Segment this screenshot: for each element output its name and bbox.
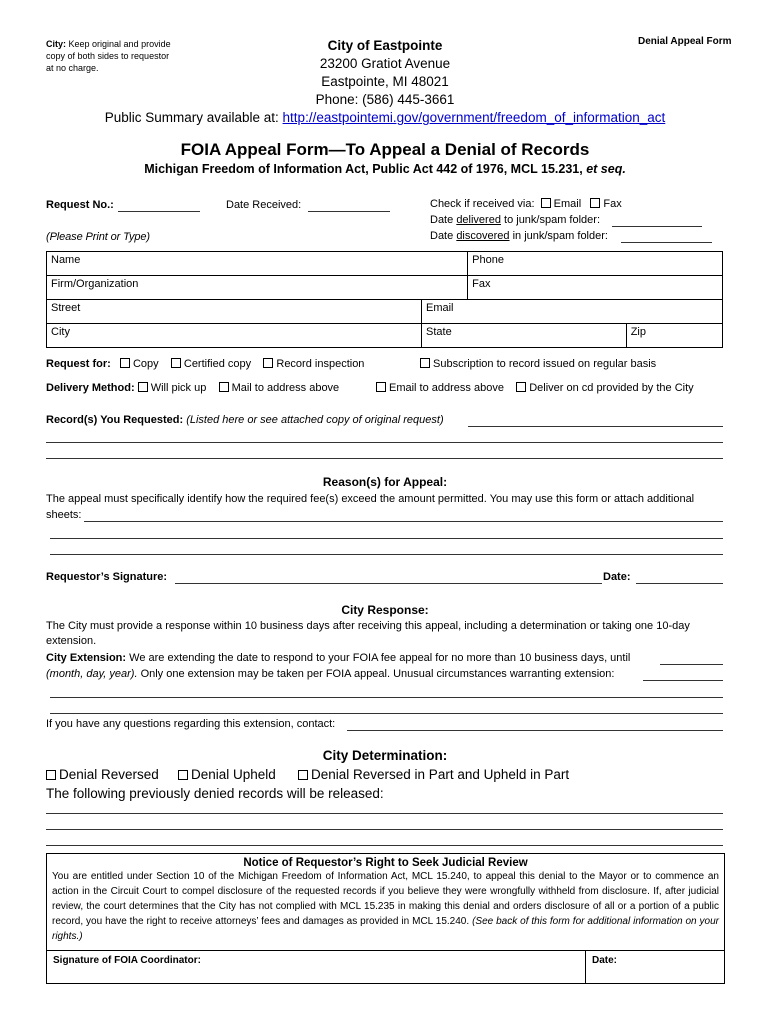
notice-heading: Notice of Requestor’s Right to Seek Judicial Review <box>243 857 528 869</box>
extension-label: City Extension: <box>46 652 127 664</box>
coordinator-date-label[interactable]: Date: <box>592 955 618 966</box>
extension-row <box>46 651 630 666</box>
reasons-text: The appeal must specifically identify how the required fee(s) exceed the amount permitted. You may use this form or attach additional <box>46 493 695 505</box>
contact-table <box>46 251 723 348</box>
extension-contact: If you have any questions regarding this extension, contact: <box>46 718 336 730</box>
zip-field[interactable]: Zip <box>626 324 722 348</box>
request-no-label: Request No.: <box>46 199 114 211</box>
reasons-line-1[interactable] <box>84 521 723 522</box>
date-received-label: Date Received: <box>226 199 302 211</box>
check-label: Check if received via: <box>430 198 535 210</box>
subtitle-em: et seq. <box>586 162 626 176</box>
email-checkbox[interactable] <box>541 198 551 208</box>
city-name: City of Eastpointe <box>327 38 443 53</box>
released-line-1[interactable] <box>46 813 723 814</box>
record-inspection-checkbox[interactable] <box>263 358 273 368</box>
summary-line <box>0 109 770 127</box>
extension-text-2: Only one extension may be taken per FOIA appeal. Unusual circumstances warranting extension: <box>140 668 615 680</box>
subscription-option <box>420 357 656 372</box>
pickup-opt: Will pick up <box>150 382 207 394</box>
record-inspection-opt: Record inspection <box>276 358 365 370</box>
certified-copy-checkbox[interactable] <box>171 358 181 368</box>
records-row <box>46 413 444 428</box>
form-tag: Denial Appeal Form <box>638 36 732 47</box>
extension-row-2 <box>46 667 614 682</box>
delivered-post: to junk/spam folder: <box>504 214 601 226</box>
signature-date-label: Date: <box>603 571 631 583</box>
summary-prefix: Public Summary available at: <box>104 110 279 125</box>
page-title: FOIA Appeal Form—To Appeal a Denial of Records <box>180 140 590 159</box>
extension-reason-line-2[interactable] <box>50 697 723 698</box>
firm-field[interactable]: Firm/Organization <box>47 276 468 300</box>
reasons-sheets: sheets: <box>46 509 82 521</box>
released-line-2[interactable] <box>46 829 723 830</box>
email-opt: Email <box>553 198 582 210</box>
email-delivery-checkbox[interactable] <box>376 382 386 392</box>
reasons-line-2[interactable] <box>50 538 723 539</box>
delivered-date-line[interactable] <box>612 226 702 227</box>
partial-opt: Denial Reversed in Part and Upheld in Part <box>311 767 570 782</box>
pickup-checkbox[interactable] <box>138 382 148 392</box>
signature-label: Requestor’s Signature: <box>46 571 168 583</box>
discovered-pre: Date <box>430 230 454 242</box>
request-for-row <box>46 357 364 372</box>
judicial-review-notice <box>46 853 725 984</box>
fax-checkbox[interactable] <box>590 198 600 208</box>
summary-link[interactable]: http://eastpointemi.gov/government/freedom_of_information_act <box>282 110 666 125</box>
city-response-heading: City Response: <box>341 603 429 617</box>
released-text: The following previously denied records will be released: <box>46 786 384 801</box>
cd-opt: Deliver on cd provided by the City <box>529 382 694 394</box>
notice-signature-row <box>47 950 724 983</box>
subscription-checkbox[interactable] <box>420 358 430 368</box>
check-received <box>430 197 622 212</box>
records-line-3[interactable] <box>46 458 723 459</box>
delivery-label: Delivery Method: <box>46 382 135 394</box>
request-for-label: Request for: <box>46 358 111 370</box>
notice-divider <box>585 951 586 983</box>
fax-field[interactable]: Fax <box>468 276 723 300</box>
mail-opt: Mail to address above <box>231 382 340 394</box>
copy-checkbox[interactable] <box>120 358 130 368</box>
city-response-text: The City must provide a response within 10 business days after receiving this appeal, including a determination or taking one 10-day extension. <box>46 620 690 647</box>
subscription-opt: Subscription to record issued on regular basis <box>433 358 657 370</box>
discovered-post: in junk/spam folder: <box>512 230 608 242</box>
determination-option-3 <box>298 767 569 782</box>
determination-heading: City Determination: <box>322 748 448 763</box>
denial-upheld-checkbox[interactable] <box>178 770 188 780</box>
extension-date-note: (month, day, year). <box>46 668 138 680</box>
delivery-row <box>46 381 339 396</box>
state-field[interactable]: State <box>422 324 627 348</box>
extension-date-line[interactable] <box>660 664 723 665</box>
subtitle <box>0 162 770 176</box>
partial-checkbox[interactable] <box>298 770 308 780</box>
determination-options <box>46 767 159 782</box>
signature-line[interactable] <box>175 583 602 584</box>
address-line-2: Eastpointe, MI 48021 <box>321 74 449 89</box>
denial-reversed-checkbox[interactable] <box>46 770 56 780</box>
delivery-row-2 <box>376 381 694 396</box>
street-field[interactable]: Street <box>47 300 422 324</box>
address-line-1: 23200 Gratiot Avenue <box>319 56 451 71</box>
records-label: Record(s) You Requested: <box>46 414 184 426</box>
request-no-line[interactable] <box>118 211 200 212</box>
top-note-label: City: <box>46 39 66 49</box>
phone-field[interactable]: Phone <box>468 252 723 276</box>
top-note-text: Keep original and provide copy of both sides to requestor at no charge. <box>46 39 171 73</box>
fax-opt: Fax <box>603 198 622 210</box>
records-line-2[interactable] <box>46 442 723 443</box>
delivered-pre: Date <box>430 214 454 226</box>
coordinator-signature-label[interactable]: Signature of FOIA Coordinator: <box>53 955 201 966</box>
notice-text: You are entitled under Section 10 of the Michigan Freedom of Information Act, MCL 15.240, to appeal this denial to the Mayor or to commence an action in the Circuit Court to compel disclosure of the requested records if you believe they were wrongfully withheld from disclosure. If, after judicial review, the court determines that the City has not complied with MCL 15.235 in making this denial and orders disclosure of all or a portion of a public record, you have the right to receive attorneys’ fees and damages as provided in MCL 15.240. <box>52 871 719 927</box>
email-field[interactable]: Email <box>422 300 723 324</box>
name-field[interactable]: Name <box>47 252 468 276</box>
reasons-heading: Reason(s) for Appeal: <box>322 475 448 489</box>
certified-copy-opt: Certified copy <box>183 358 252 370</box>
city-field[interactable]: City <box>47 324 422 348</box>
email-delivery-opt: Email to address above <box>389 382 504 394</box>
notice-body <box>47 869 724 944</box>
discovered-line <box>430 229 608 244</box>
extension-text: We are extending the date to respond to your FOIA fee appeal for no more than 10 business days, until <box>129 652 631 664</box>
subtitle-main: Michigan Freedom of Information Act, Public Act 442 of 1976, MCL 15.231, <box>144 162 583 176</box>
signature-date-line[interactable] <box>636 583 723 584</box>
print-note: (Please Print or Type) <box>46 231 150 243</box>
cd-checkbox[interactable] <box>516 382 526 392</box>
denial-reversed-opt: Denial Reversed <box>59 767 159 782</box>
letterhead <box>0 37 770 127</box>
notice-text-em: (See back of this form for additional information on your rights.) <box>52 916 719 942</box>
date-received-line[interactable] <box>308 211 390 212</box>
denial-upheld-opt: Denial Upheld <box>191 767 276 782</box>
extension-reason-line-3[interactable] <box>50 713 723 714</box>
mail-checkbox[interactable] <box>219 382 229 392</box>
delivered-word: delivered <box>456 214 501 226</box>
extension-contact-line[interactable] <box>347 730 723 731</box>
records-line-1[interactable] <box>468 426 723 427</box>
records-note: (Listed here or see attached copy of original request) <box>186 414 444 426</box>
delivered-line <box>430 213 600 228</box>
determination-option-2 <box>178 767 276 782</box>
extension-reason-line-1[interactable] <box>643 680 723 681</box>
released-line-3[interactable] <box>46 845 723 846</box>
reasons-line-3[interactable] <box>50 554 723 555</box>
copy-opt: Copy <box>132 358 159 370</box>
discovered-word: discovered <box>456 230 510 242</box>
phone-line: Phone: (586) 445-3661 <box>315 92 455 107</box>
discovered-date-line[interactable] <box>621 242 712 243</box>
